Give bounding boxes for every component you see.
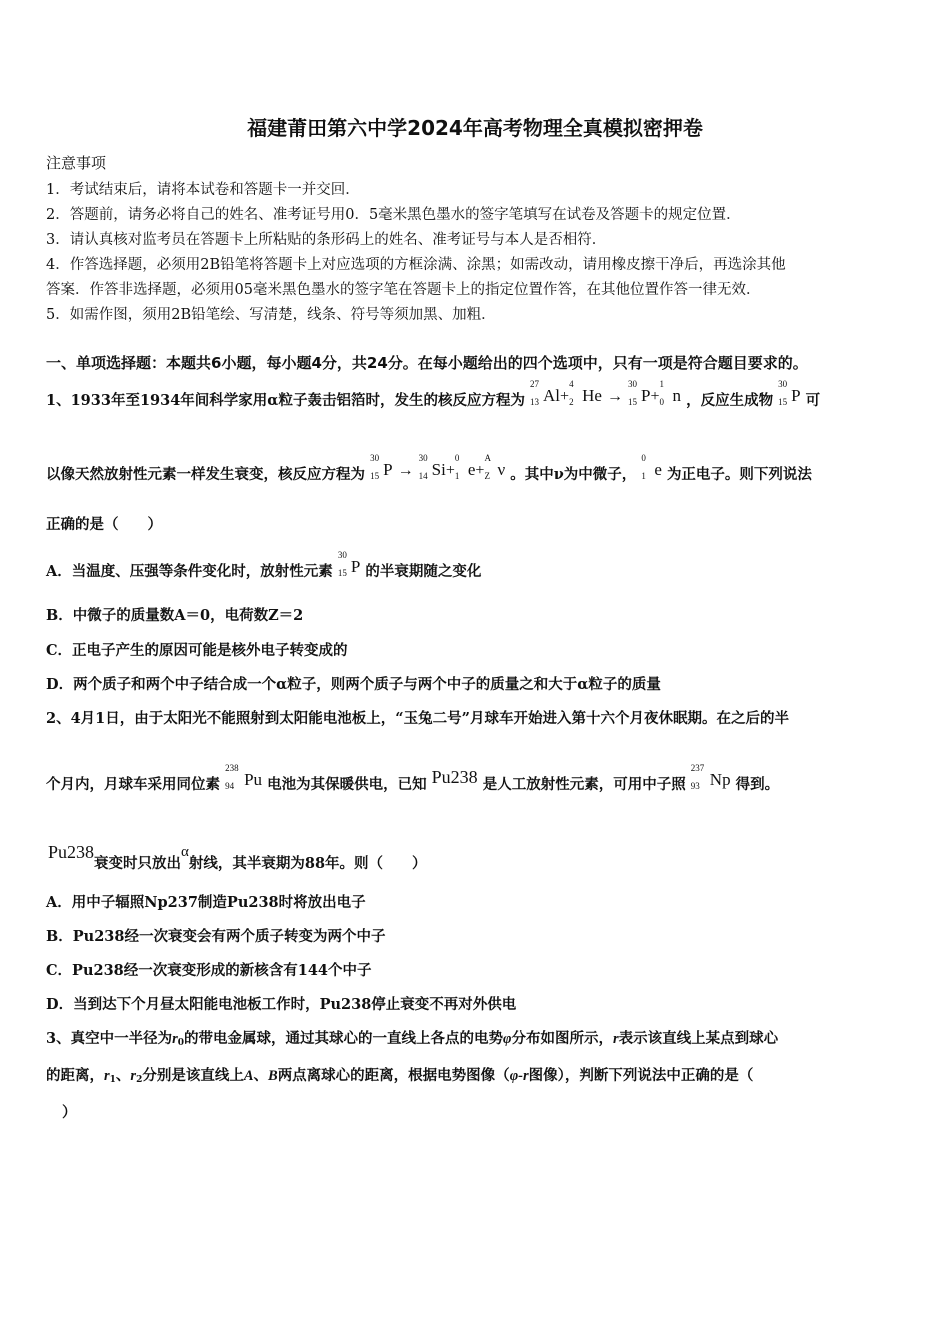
q1-line-3: 正确的是（ ） — [46, 516, 162, 533]
notes-heading: 注意事项 — [46, 154, 107, 172]
q1-option-b: B．中微子的质量数A＝0，电荷数Z＝2 — [46, 607, 304, 624]
q2-line-1: 2、4月1日，由于太阳光不能照射到太阳能电池板上，“玉兔二号”月球车开始进入第十六个月夜休眠期。在之后的半 — [46, 710, 789, 727]
nuclide-nu: A Z ν — [484, 453, 506, 481]
q2-option-a: A．用中子辐照Np237制造Pu238时将放出电子 — [46, 894, 366, 911]
q1-text: 为正电子。则下列说法 — [666, 466, 812, 483]
q3-line-3: ） — [62, 1104, 77, 1121]
nuclide-si30: 30 14 Si — [418, 453, 446, 481]
q1-text: 可 — [805, 392, 821, 409]
nuclide-np237: 237 93 Np — [690, 763, 731, 791]
q2-option-b: B．Pu238经一次衰变会有两个质子转变为两个中子 — [46, 928, 386, 945]
page-title: 福建莆田第六中学2024年高考物理全真模拟密押卷 — [247, 116, 703, 140]
q1-option-d: D．两个质子和两个中子结合成一个α粒子，则两个质子与两个中子的质量之和大于α粒子的质量 — [46, 676, 661, 693]
nuclide-p30: 30 15 P — [628, 379, 651, 407]
plus-sign: + — [650, 388, 660, 405]
nuclide-he4: 4 2 He — [569, 379, 602, 407]
q1-text: 。其中ν为中微子， — [510, 466, 637, 483]
q1-option-a: A．当温度、压强等条件变化时，放射性元素 30 15 P 的半衰期随之变化 — [46, 550, 482, 580]
q2-option-d: D．当到达下个月昼太阳能电池板工作时，Pu238停止衰变不再对外供电 — [46, 996, 517, 1013]
plus-sign: + — [560, 388, 570, 405]
nuclide-e: 0 1 e — [641, 453, 662, 481]
nuclide-e: 0 1 e — [454, 453, 476, 481]
plus-sign: + — [445, 462, 455, 479]
q1-text: 1、1933年至1934年间科学家用α粒子轰击铝箔时，发生的核反应方程为 — [46, 392, 525, 409]
q2-option-c: C．Pu238经一次衰变形成的新核含有144个中子 — [46, 962, 372, 979]
q1-line-1 — [46, 379, 821, 410]
pu238-label: Pu238 — [48, 842, 95, 862]
note-item: 5．如需作图，须用2B铅笔绘、写清楚，线条、符号等须加黑、加粗． — [46, 307, 496, 323]
note-item: 3．请认真核对监考员在答题卡上所粘贴的条形码上的姓名、准考证号与本人是否相符． — [46, 232, 607, 248]
pu238-label: Pu238 — [431, 767, 478, 787]
nuclide-p30: 30 15 P — [778, 379, 801, 407]
plus-sign: + — [475, 462, 485, 479]
nuclide-pu238: 238 94 Pu — [225, 763, 263, 791]
note-item: 答案．作答非选择题，必须用05毫米黑色墨水的签字笔在答题卡上的指定位置作答，在其他位置作答一律无效． — [46, 282, 761, 298]
section-heading: 一、单项选择题：本题共6小题，每小题4分，共24分。在每小题给出的四个选项中，只有一项是符合题目要求的。 — [46, 354, 808, 372]
arrow-sign: → — [606, 388, 623, 405]
note-item: 4．作答选择题，必须用2B铅笔将答题卡上对应选项的方框涂满、涂黑；如需改动，请用橡皮擦干净后，再选涂其他 — [46, 257, 786, 273]
q1-line-2 — [46, 453, 812, 484]
nuclide-p30: 30 15 P — [337, 550, 361, 578]
nuclide-al27: 27 13 Al — [530, 379, 561, 407]
q2-line-3: Pu238衰变时只放出α射线，其半衰期为88年。则（ ） — [48, 842, 427, 872]
q1-text: 以像天然放射性元素一样发生衰变，核反应方程为 — [46, 466, 365, 483]
note-item: 1．考试结束后，请将本试卷和答题卡一并交回． — [46, 182, 360, 198]
arrow-sign: → — [397, 462, 414, 479]
q3-line-1: 3、真空中一半径为r0的带电金属球，通过其球心的一直线上各点的电势φ分布如图所示，r表示该直线上某点到球心 — [46, 1030, 779, 1048]
q1-text: ，反应生成物 — [686, 392, 774, 409]
note-item: 2．答题前，请务必将自己的姓名、准考证号用0．5毫米黑色墨水的签字笔填写在试卷及答题卡的规定位置． — [46, 207, 741, 223]
alpha-symbol: α — [181, 844, 189, 860]
q2-line-2: 个月内，月球车采用同位素 238 94 Pu 电池为其保暖供电，已知 Pu238 是人工放射性元素，可用中子照 237 93 Np 得到。 — [46, 763, 780, 793]
q3-line-2: 的距离，r1、r2分别是该直线上A、B两点离球心的距离，根据电势图像（φ-r图像），判断下列说法中正确的是（ — [46, 1067, 754, 1085]
nuclide-n1: 1 0 n — [659, 379, 682, 407]
nuclide-p30: 30 15 P — [370, 453, 393, 481]
q1-option-c: C．正电子产生的原因可能是核外电子转变成的 — [46, 642, 348, 659]
